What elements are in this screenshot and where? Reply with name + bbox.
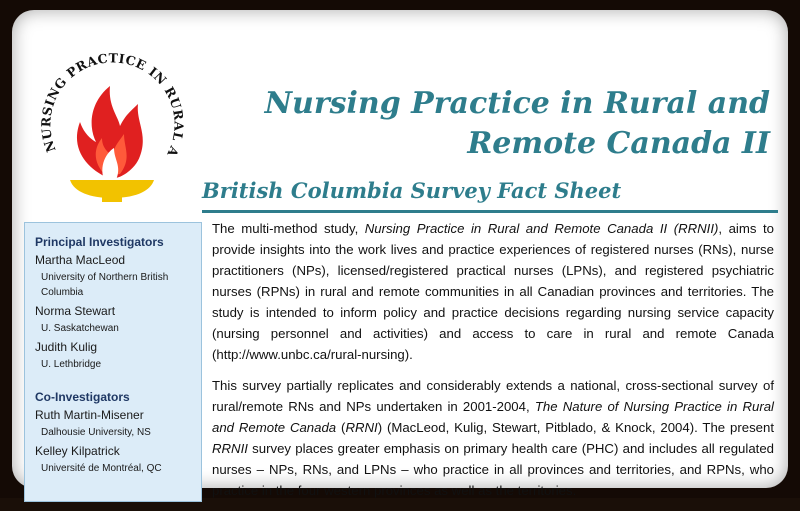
title-line-1: Nursing Practice in Rural and: [264, 86, 770, 121]
pi-name: Norma Stewart: [35, 304, 116, 318]
coi-name: Ruth Martin-Misener: [35, 408, 144, 422]
body-text: [212, 218, 774, 511]
title-divider: [202, 210, 778, 213]
coi-name: Kelley Kilpatrick: [35, 444, 120, 458]
pi-name: Judith Kulig: [35, 340, 98, 354]
pi-affiliation: University of Northern British Columbia: [41, 272, 169, 298]
rrn-logo: [36, 30, 186, 204]
coi-heading: Co-Investigators: [35, 390, 130, 404]
coi-affiliation: Dalhousie University, NS: [41, 427, 151, 438]
pi-name: Martha MacLeod: [35, 253, 126, 267]
fact-sheet-page: [12, 10, 788, 498]
study-title: Nursing Practice in Rural and Remote Canada II (RRNII): [364, 221, 719, 236]
pi-affiliation: U. Saskatchewan: [41, 323, 119, 334]
pi-affiliation: U. Lethbridge: [41, 359, 102, 370]
subtitle: British Columbia Survey Fact Sheet: [202, 178, 622, 203]
logo-arc-text: NURSING PRACTICE IN RURAL A: [38, 50, 186, 160]
prior-study-title: The Nature of Nursing Practice in Rural and Remote Canada: [212, 399, 774, 435]
title-line-2: Remote Canada II: [467, 126, 770, 161]
bowl-icon: [70, 180, 154, 198]
paragraph-1: The multi-method study, Nursing Practice in Rural and Remote Canada II (RRNII), aims to provide insights into the work lives and practice experiences of registered nurses (RNs), nurse practitioners (NPs), licensed/registered practical nurses (LPNs), and registered psychiatric nurses (RPNs) in rural and remote communities in all Canadian provinces and territories. The study is intended to inform policy and practice decisions regarding nursing service capacity (nursing personnel and activities) and access to care in rural and remote Canada (http://www.unbc.ca/rural-nursing).: [212, 221, 774, 362]
pi-heading: Principal Investigators: [35, 235, 164, 249]
paragraph-2: This survey partially replicates and considerably extends a national, cross-sectional survey of rural/remote RNs and NPs undertaken in 2001-2004, The Nature of Nursing Practice in Rural and Remote Canada (RRNI) (MacLeod, Kulig, Stewart, Pitblado, & Knock, 2004). The present RRNII survey places greater emphasis on primary health care (PHC) and includes all regulated nurses – NPs, RNs, and LPNs – who practice in all provinces and territories, and RPNs, who practice in the four western provinces as well as the territories.: [212, 378, 774, 498]
investigators-sidebar: [24, 222, 202, 502]
main-title: [250, 84, 770, 164]
coi-affiliation: Université de Montréal, QC: [41, 463, 162, 474]
